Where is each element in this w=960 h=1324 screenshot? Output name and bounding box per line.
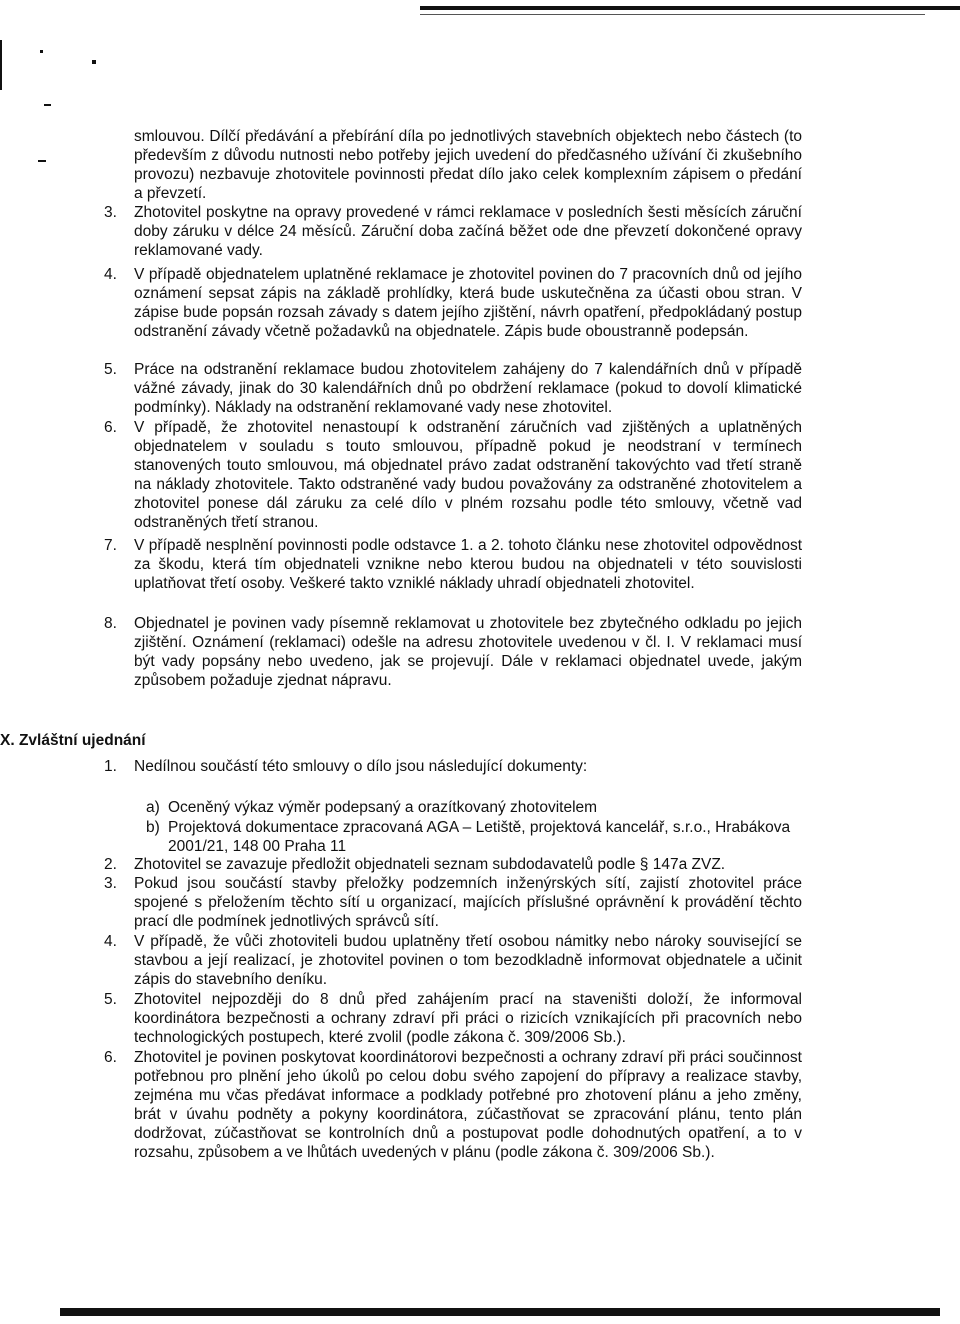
- item-number: 5.: [104, 991, 117, 1008]
- item-text: Zhotovitel nejpozději do 8 dnů před zahájením prací na staveništi doloží, že informoval koordinátora bezpečnosti a ochrany zdraví při práci o rizicích vznikajících při pracovních nebo technologických postupech, které zvolil (podle zákona č. 309/2006 Sb.).: [134, 991, 802, 1046]
- item-number: 5.: [104, 361, 117, 378]
- scan-speck: [92, 60, 96, 64]
- item-text: V případě, že vůči zhotoviteli budou uplatněny třetí osobou námitky nebo nároky související se stavbou a její realizací, je zhotovitel povinen o tom bezodkladně informovat objednatele a učinit zápis do stavebního deníku.: [134, 933, 802, 988]
- item-number: 4.: [104, 266, 117, 283]
- item-number: 3.: [104, 204, 117, 221]
- item-text: V případě nesplnění povinnosti podle odstavce 1. a 2. tohoto článku nese zhotovitel odpovědnost za škodu, která tím objednateli vznikne nebo kterou budou na objednateli v této souvislosti uplatňovat třetí osoby. Veškeré takto vzniklé náklady uhradí objednateli zhotovitel.: [134, 537, 802, 592]
- item-number: 7.: [104, 537, 117, 554]
- sub-item-text: Projektová dokumentace zpracovaná AGA – Letiště, projektová kancelář, s.r.o., Hrabákova 2001/21, 148 00 Praha 11: [168, 819, 791, 855]
- item-number: 1.: [104, 758, 117, 775]
- item-text: V případě objednatelem uplatněné reklamace je zhotovitel povinen do 7 pracovních dnů od jejího oznámení sepsat zápis na základě prohlídky, která bude uskutečněna za účasti obou stran. V zápise bude popsán rozsah závady s datem jejího zjištění, návrh opatření, předpokládaný postup odstranění závady včetně požadavků na objednatele. Zápis bude oboustranně podepsán.: [134, 266, 802, 340]
- item-number: 6.: [104, 419, 117, 436]
- item-text: Zhotovitel poskytne na opravy provedené v rámci reklamace v posledních šesti měsících záruční doby záruku v délce 24 měsíců. Záruční doba začíná běžet ode dne převzetí dokončené opravy reklamované vady.: [134, 204, 802, 259]
- sub-item-letter: b): [146, 819, 160, 836]
- scan-edge-top-thin: [420, 14, 925, 15]
- sub-item-text: Oceněný výkaz výměr podepsaný a orazítkovaný zhotovitelem: [168, 799, 598, 816]
- item-number: 2.: [104, 856, 117, 873]
- sub-item-letter: a): [146, 799, 160, 816]
- scan-edge-bottom: [60, 1308, 940, 1316]
- scan-edge-top: [420, 6, 960, 10]
- item-number: 6.: [104, 1049, 117, 1066]
- item-text: Práce na odstranění reklamace budou zhotovitelem zahájeny do 7 kalendářních dnů v případě vážné závady, jinak do 30 kalendářních dnů po obdržení reklamace (pokud to dovolí klimatické podmínky). Náklady na odstranění reklamované vady nese zhotovitel.: [134, 361, 802, 416]
- scan-edge-left: [0, 40, 2, 90]
- section-heading: X. Zvláštní ujednání: [0, 732, 146, 749]
- item-text: Nedílnou součástí této smlouvy o dílo jsou následující dokumenty:: [134, 758, 588, 775]
- item-text: V případě, že zhotovitel nenastoupí k odstranění záručních vad zjištěných a uplatněných objednatelem v souladu s touto smlouvou, případně pokud je neodstraní v termínech stanovených touto smlouvou, má objednatel právo zadat odstranění takovýchto vad třetí straně na náklady zhotovitele. Takto odstraněné vady budou považovány za odstraněné zhotovitelem a zhotovitel ponese dál záruku za celé dílo v plném rozsahu podle této smlouvy, včetně vad odstraněných třetí stranou.: [134, 419, 802, 531]
- item-number: 4.: [104, 933, 117, 950]
- scan-speck: [40, 50, 43, 53]
- intro-paragraph: smlouvou. Dílčí předávání a přebírání díla po jednotlivých stavebních objektech nebo částech (to především z důvodu nutnosti nebo potřeby jejich uvedení do předčasného užívání či zkušebního provozu) nezbavuje zhotovitele povinnosti předat dílo jako celek komplexním zápisem o předání a převzetí.: [134, 128, 802, 202]
- item-text: Zhotovitel se zavazuje předložit objednateli seznam subdodavatelů podle § 147a ZVZ.: [134, 856, 726, 873]
- item-number: 3.: [104, 875, 117, 892]
- scan-speck: [44, 104, 51, 106]
- item-text: Pokud jsou součástí stavby přeložky podzemních inženýrských sítí, zajistí zhotovitel práce spojené s přeložením těchto sítí u organizací, majících příslušné oprávnění k provádění těchto prací dle podmínek jednotlivých správců sítí.: [134, 875, 802, 930]
- item-text: Zhotovitel je povinen poskytovat koordinátorovi bezpečnosti a ochrany zdraví při práci součinnost potřebnou pro plnění jeho úkolů po celou dobu svého zapojení do přípravy a realizace stavby, zejména mu včas předávat informace a podklady potřebné pro zhotovení plánu a jeho změny, brát v úvahu podněty a pokyny koordinátora, zúčastňovat se zpracování plánu, tento plán dodržovat, zúčastňovat se kontrolních dnů a postupovat podle dohodnutých opatření, a to v rozsahu, způsobem a ve lhůtách uvedených v plánu (podle zákona č. 309/2006 Sb.).: [134, 1049, 802, 1161]
- scan-speck: [38, 160, 46, 162]
- item-text: Objednatel je povinen vady písemně reklamovat u zhotovitele bez zbytečného odkladu po jejich zjištění. Oznámení (reklamaci) odešle na adresu zhotovitele uvedenou v čl. I. V reklamaci musí být vady popsány nebo uvedeno, jak se projevují. Dále v reklamaci objednatel uvede, jakým způsobem požaduje zjednat nápravu.: [134, 615, 802, 689]
- item-number: 8.: [104, 615, 117, 632]
